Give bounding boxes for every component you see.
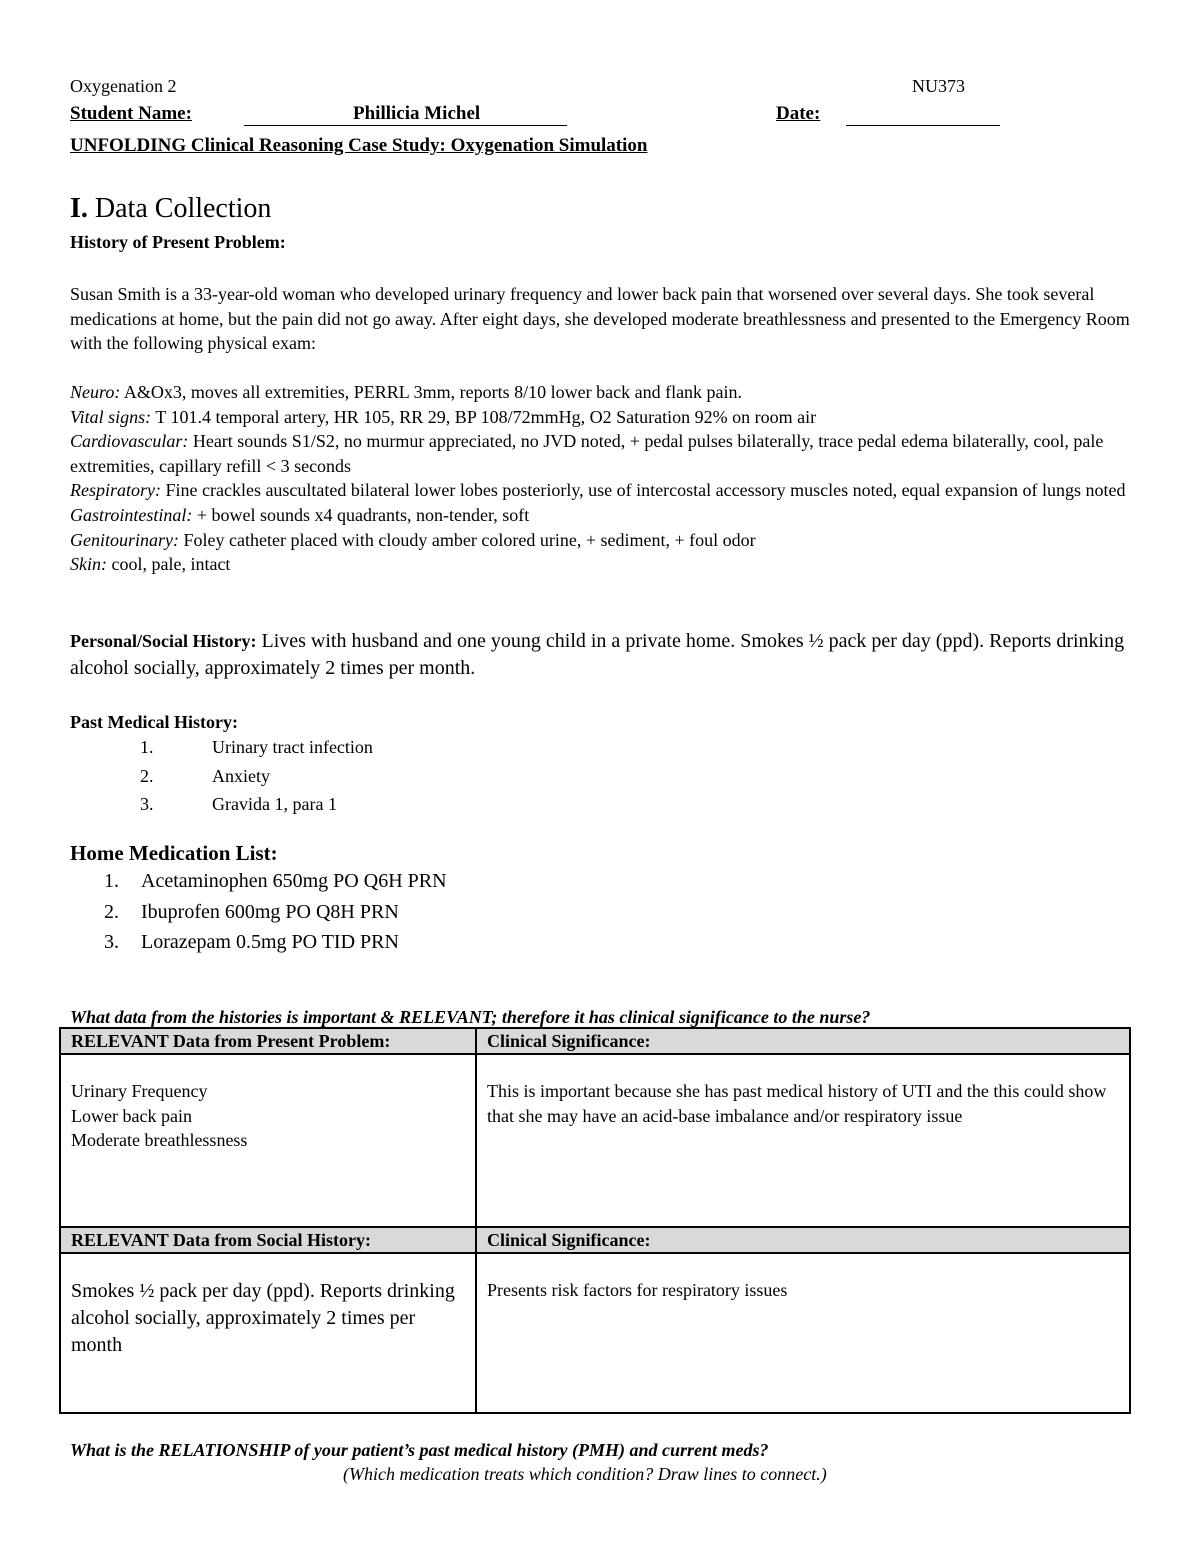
- meds-label: Home Medication List:: [70, 841, 278, 865]
- exam-text: Fine crackles auscultated bilateral lower lobes posteriorly, use of intercostal accessory muscles noted, equal expansion of lungs noted: [160, 480, 1126, 501]
- table-header-cell: RELEVANT Data from Social History:: [60, 1227, 476, 1253]
- list-number: 3.: [104, 931, 119, 953]
- list-text: Anxiety: [212, 765, 270, 786]
- list-item: [140, 790, 373, 819]
- hpp-text: Susan Smith is a 33-year-old woman who developed urinary frequency and lower back pain that worsened over several days. She took several medications at home, but the pain did not go away. After eight days, she developed moderate breathlessness and presented to the Emergency Room with the following physical exam:: [70, 284, 1130, 354]
- list-text: Lorazepam 0.5mg PO TID PRN: [141, 931, 399, 953]
- exam-text: Foley catheter placed with cloudy amber colored urine, + sediment, + foul odor: [178, 529, 756, 550]
- exam-label: Genitourinary:: [70, 529, 179, 550]
- exam-label: Gastrointestinal:: [70, 504, 193, 525]
- table-line: Urinary Frequency: [71, 1081, 208, 1101]
- list-item: [104, 897, 447, 928]
- table-row: [60, 1054, 1130, 1227]
- exam-label: Vital signs:: [70, 406, 152, 427]
- date-label: Date:: [776, 103, 821, 124]
- list-text: Acetaminophen 650mg PO Q6H PRN: [141, 870, 447, 892]
- course-code: NU373: [912, 76, 965, 96]
- social-text: Lives with husband and one young child in a private home. Smokes ½ pack per day (ppd). Reports drinking alcohol socially, approximately 2 times per month.: [70, 630, 1125, 679]
- meds-list: [104, 866, 447, 958]
- physical-exam: [70, 380, 1130, 577]
- table-cell: Smokes ½ pack per day (ppd). Reports drinking alcohol socially, approximately 2 times per month: [60, 1253, 476, 1413]
- list-text: Urinary tract infection: [212, 737, 373, 757]
- table-line: Lower back pain: [71, 1105, 192, 1126]
- table-cell: [60, 1054, 476, 1227]
- section-numeral: I.: [70, 193, 88, 224]
- pmh-list: [140, 733, 373, 819]
- table-line: Moderate breathlessness: [71, 1130, 248, 1151]
- social-label: Personal/Social History:: [70, 631, 257, 651]
- student-name-value: Phillicia Michel: [353, 103, 481, 124]
- exam-vitals: [70, 405, 1130, 430]
- table-header-row: [60, 1028, 1130, 1054]
- list-number: 2.: [104, 900, 119, 923]
- exam-label: Neuro:: [70, 382, 121, 402]
- exam-skin: [70, 552, 1130, 577]
- pmh-label: Past Medical History:: [70, 712, 238, 732]
- relevance-question: What data from the histories is important & RELEVANT; therefore it has clinical significance to the nurse?: [70, 1007, 871, 1027]
- list-text: Ibuprofen 600mg PO Q8H PRN: [141, 900, 399, 923]
- list-item: [140, 762, 373, 791]
- page-title: UNFOLDING Clinical Reasoning Case Study: Oxygenation Simulation: [70, 135, 648, 156]
- table-header-cell: Clinical Significance:: [476, 1028, 1130, 1054]
- exam-label: Respiratory:: [70, 480, 161, 501]
- table-header-cell: RELEVANT Data from Present Problem:: [60, 1028, 476, 1054]
- hpp-paragraph: [70, 282, 1130, 356]
- section-heading: [70, 192, 271, 226]
- exam-text: T 101.4 temporal artery, HR 105, RR 29, BP 108/72mmHg, O2 Saturation 92% on room air: [151, 406, 817, 427]
- exam-gastrointestinal: [70, 503, 1130, 528]
- table-row: [60, 1253, 1130, 1413]
- exam-text: + bowel sounds x4 quadrants, non-tender, soft: [192, 504, 530, 525]
- exam-label: Cardiovascular:: [70, 431, 189, 452]
- exam-text: Heart sounds S1/S2, no murmur appreciated, no JVD noted, + pedal pulses bilaterally, trace pedal edema bilaterally, cool, pale extremities, capillary refill < 3 seconds: [70, 431, 1104, 476]
- list-item: [140, 733, 373, 762]
- table-cell: Presents risk factors for respiratory issues: [476, 1253, 1130, 1413]
- list-number: 3.: [140, 794, 154, 814]
- exam-text: cool, pale, intact: [106, 554, 231, 575]
- exam-genitourinary: [70, 528, 1130, 553]
- list-text: Gravida 1, para 1: [212, 794, 337, 814]
- exam-label: Skin:: [70, 554, 107, 575]
- table-header-cell: Clinical Significance:: [476, 1227, 1130, 1253]
- list-number: 2.: [140, 765, 154, 786]
- hpp-label: History of Present Problem:: [70, 232, 286, 252]
- course-name: Oxygenation 2: [70, 76, 177, 96]
- student-name-field: [244, 103, 567, 126]
- social-history: [70, 628, 1130, 682]
- relationship-question: What is the RELATIONSHIP of your patient’s past medical history (PMH) and current meds?: [70, 1440, 769, 1460]
- relationship-subquestion: (Which medication treats which condition? Draw lines to connect.): [343, 1464, 827, 1484]
- list-item: [104, 866, 447, 897]
- exam-text: A&Ox3, moves all extremities, PERRL 3mm, reports 8/10 lower back and flank pain.: [120, 382, 743, 402]
- table-cell: This is important because she has past medical history of UTI and the this could show that she may have an acid-base imbalance and/or respiratory issue: [476, 1054, 1130, 1227]
- student-name-label: Student Name:: [70, 103, 192, 124]
- list-number: 1.: [104, 870, 119, 892]
- exam-neuro: [70, 380, 1130, 405]
- section-title: Data Collection: [94, 193, 272, 224]
- list-number: 1.: [140, 737, 154, 757]
- exam-respiratory: [70, 478, 1130, 503]
- exam-cardiovascular: [70, 429, 1130, 478]
- relevance-table: [59, 1027, 1131, 1414]
- list-item: [104, 927, 447, 958]
- table-header-row: [60, 1227, 1130, 1253]
- date-field: [846, 103, 1000, 126]
